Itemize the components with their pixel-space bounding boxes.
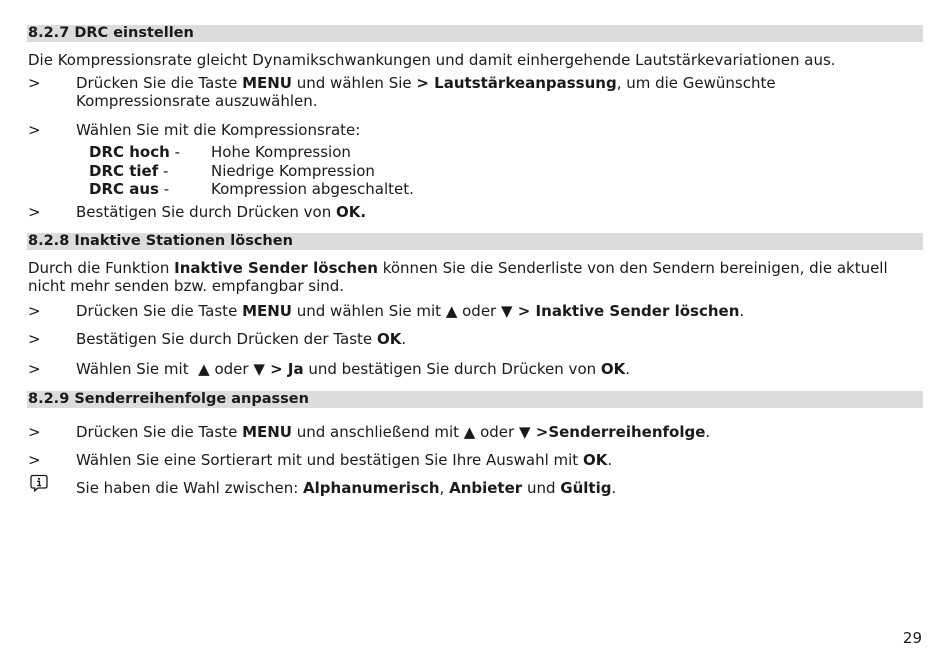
instruction-text: Bestätigen Sie durch Drücken von OK.: [76, 203, 367, 221]
instruction-text: Drücken Sie die Taste MENU und anschließend mit ▲ oder ▼ >Senderreihenfolge.: [76, 423, 711, 441]
arrow-down-icon: ▼: [501, 302, 513, 320]
drc-option-value: Kompression abgeschaltet.: [211, 180, 414, 198]
arrow-up-icon: ▲: [463, 423, 476, 441]
section-heading-8-2-9: 8.2.9 Senderreihenfolge anpassen: [27, 391, 923, 408]
list-marker: >: [28, 451, 41, 469]
instruction-text: Wählen Sie mit ▲ oder ▼ > Ja und bestätigen Sie durch Drücken von OK.: [76, 360, 631, 378]
section-heading-8-2-7: 8.2.7 DRC einstellen: [27, 25, 923, 42]
arrow-down-icon: ▼: [253, 360, 265, 378]
list-marker: >: [28, 121, 41, 139]
page-number: 29: [902, 629, 922, 647]
paragraph-drc-intro: Die Kompressionsrate gleicht Dynamikschwankungen und damit einhergehende Lautstärkevariationen aus.: [28, 51, 836, 69]
instruction-text: Drücken Sie die Taste MENU und wählen Sie mit ▲ oder ▼ > Inaktive Sender löschen.: [76, 302, 745, 320]
list-marker: >: [28, 302, 41, 320]
list-marker: >: [28, 360, 41, 378]
paragraph-inactive-intro: Durch die Funktion Inaktive Sender löschen können Sie die Senderliste von den Sendern bereinigen, die aktuell nicht mehr senden bzw. empfangbar sind.: [28, 259, 888, 295]
instruction-text: Wählen Sie mit die Kompressionsrate:: [76, 121, 361, 139]
info-icon: [29, 473, 49, 493]
drc-option-key: DRC aus -: [89, 180, 170, 198]
arrow-down-icon: ▼: [518, 423, 531, 441]
list-marker: >: [28, 330, 41, 348]
drc-option-key: DRC hoch -: [89, 143, 180, 161]
list-marker: >: [28, 74, 41, 92]
instruction-text: Bestätigen Sie durch Drücken der Taste OK.: [76, 330, 407, 348]
arrow-up-icon: ▲: [445, 302, 458, 320]
arrow-up-icon: ▲: [198, 360, 210, 378]
instruction-text: Drücken Sie die Taste MENU und wählen Sie > Lautstärkeanpassung, um die Gewünschte Kompressionsrate auszuwählen.: [76, 74, 776, 110]
section-heading-8-2-8: 8.2.8 Inaktive Stationen löschen: [27, 233, 923, 250]
info-text: Sie haben die Wahl zwischen: Alphanumerisch, Anbieter und Gültig.: [76, 479, 617, 497]
drc-option-key: DRC tief -: [89, 161, 169, 180]
instruction-text: Wählen Sie eine Sortierart mit und bestätigen Sie Ihre Auswahl mit OK.: [76, 451, 613, 469]
drc-option-value: Hohe Kompression: [211, 143, 351, 161]
list-marker: >: [28, 203, 41, 221]
drc-option-value: Niedrige Kompression: [211, 161, 375, 180]
list-marker: >: [28, 423, 41, 441]
